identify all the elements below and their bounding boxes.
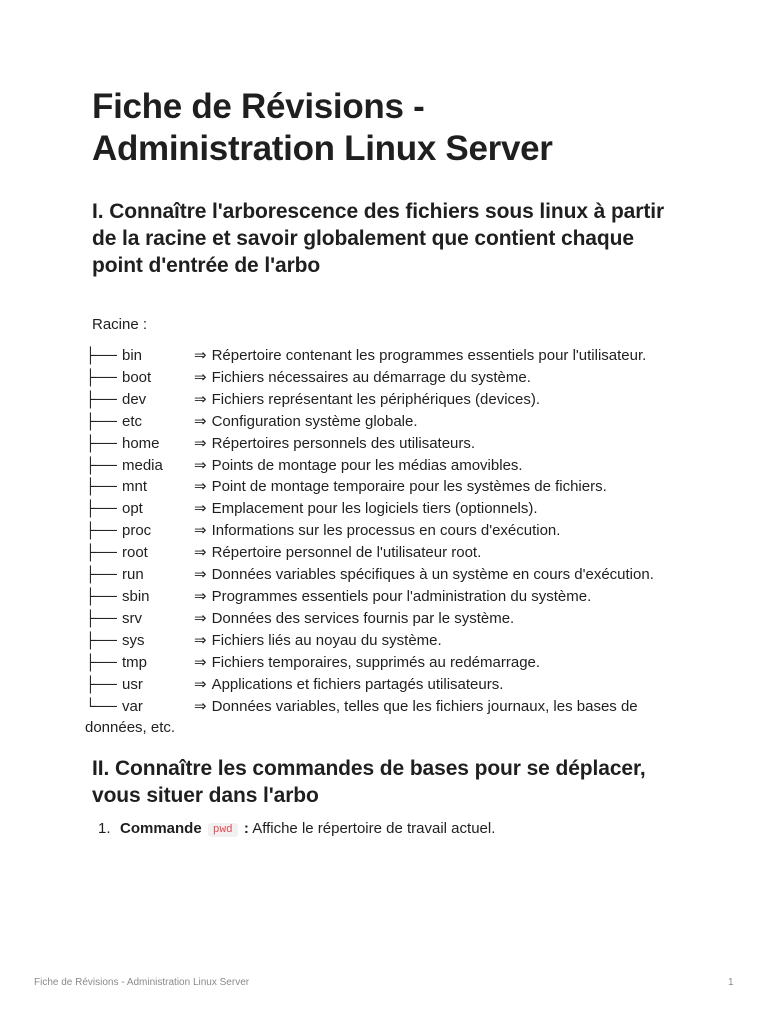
tree-branch: ├── xyxy=(85,500,117,518)
tree-directory-description: Fichiers nécessaires au démarrage du système. xyxy=(211,368,531,386)
tree-directory-name: etc xyxy=(122,412,143,430)
footer-page-number: 1 xyxy=(728,977,734,988)
section1-heading: I. Connaître l'arborescence des fichiers sous linux à partir de la racine et savoir globalement que contient chaque point d'entrée de l'arbo xyxy=(92,200,665,277)
footer-document-name: Fiche de Révisions - Administration Linux Server xyxy=(34,977,250,988)
tree-line-etc xyxy=(85,411,685,433)
arrow-icon: ⇒ xyxy=(194,412,207,430)
arrow-icon: ⇒ xyxy=(194,609,207,627)
tree-branch: ├── xyxy=(85,368,117,386)
inline-code: pwd xyxy=(208,823,238,837)
tree-line-sys xyxy=(85,630,685,652)
tree-directory-name: media xyxy=(122,456,163,474)
tree-branch: ├── xyxy=(85,478,117,496)
tree-directory-name: bin xyxy=(122,347,143,364)
tree-directory-name: usr xyxy=(122,675,143,693)
tree-directory-description: Données des services fournis par le système. xyxy=(211,609,515,627)
arrow-icon: ⇒ xyxy=(194,347,207,364)
tree-directory-name: srv xyxy=(122,609,142,627)
tree-line-bin xyxy=(85,345,685,367)
arrow-icon: ⇒ xyxy=(194,368,207,386)
tree-directory-name: home xyxy=(122,434,160,452)
tree-branch: ├── xyxy=(85,522,117,540)
tree-directory-name: dev xyxy=(122,390,147,408)
tree-branch: ├── xyxy=(85,347,117,364)
arrow-icon: ⇒ xyxy=(194,478,207,496)
tree-line-sbin xyxy=(85,586,685,608)
tree-line-opt xyxy=(85,498,685,520)
tree-directory-description: Programmes essentiels pour l'administration du système. xyxy=(211,587,592,605)
command-label: Commande xyxy=(120,820,202,838)
arrow-icon: ⇒ xyxy=(194,587,207,605)
tree-line-proc xyxy=(85,520,685,542)
tree-directory-description: Répertoires personnels des utilisateurs. xyxy=(211,434,476,452)
arrow-icon: ⇒ xyxy=(194,675,207,693)
tree-directory-description: Répertoire personnel de l'utilisateur root. xyxy=(211,544,482,562)
directory-tree xyxy=(85,345,685,739)
tree-branch: ├── xyxy=(85,456,117,474)
arrow-icon: ⇒ xyxy=(194,522,207,540)
tree-directory-name: mnt xyxy=(122,478,148,496)
arrow-icon: ⇒ xyxy=(194,456,207,474)
tree-directory-description: Emplacement pour les logiciels tiers (optionnels). xyxy=(211,500,538,518)
arrow-icon: ⇒ xyxy=(194,434,207,452)
tree-branch: ├── xyxy=(85,390,117,408)
tree-line-run xyxy=(85,564,685,586)
tree-directory-name: proc xyxy=(122,522,152,540)
tree-branch: ├── xyxy=(85,544,117,562)
tree-directory-name: tmp xyxy=(122,653,148,671)
tree-directory-name: sbin xyxy=(122,587,150,605)
tree-directory-name: var xyxy=(122,697,143,715)
tree-directory-name: run xyxy=(122,566,144,584)
document-page xyxy=(85,86,682,842)
tree-line-mnt xyxy=(85,476,685,498)
arrow-icon: ⇒ xyxy=(194,697,207,715)
tree-directory-description: Fichiers représentant les périphériques (devices). xyxy=(211,390,541,408)
tree-directory-name: opt xyxy=(122,500,143,518)
tree-branch: ├── xyxy=(85,412,117,430)
arrow-icon: ⇒ xyxy=(194,566,207,584)
tree-line-var xyxy=(85,696,685,740)
document-title-line1: Fiche de Révisions - xyxy=(92,87,425,126)
tree-directory-description: Applications et fichiers partagés utilisateurs. xyxy=(211,675,504,693)
tree-line-media xyxy=(85,455,685,477)
list-item-number: 1. xyxy=(98,820,111,838)
command-list-item xyxy=(92,818,682,842)
tree-directory-description: Répertoire contenant les programmes essentiels pour l'utilisateur. xyxy=(211,347,647,364)
arrow-icon: ⇒ xyxy=(194,500,207,518)
tree-directory-description: Fichiers temporaires, supprimés au redémarrage. xyxy=(211,653,541,671)
tree-line-srv xyxy=(85,608,685,630)
tree-directory-description: Données variables, telles que les fichiers journaux, les bases de données, etc. xyxy=(85,697,638,737)
tree-line-tmp xyxy=(85,652,685,674)
tree-directory-name: sys xyxy=(122,631,145,649)
document-title-line2: Administration Linux Server xyxy=(92,129,553,168)
tree-directory-description: Points de montage pour les médias amovibles. xyxy=(211,456,523,474)
tree-directory-description: Informations sur les processus en cours d'exécution. xyxy=(211,522,561,540)
arrow-icon: ⇒ xyxy=(194,544,207,562)
command-separator: : xyxy=(243,820,249,838)
arrow-icon: ⇒ xyxy=(194,653,207,671)
racine-label: Racine : xyxy=(92,316,148,333)
command-description: Affiche le répertoire de travail actuel. xyxy=(252,820,496,838)
tree-line-boot xyxy=(85,367,685,389)
tree-branch: ├── xyxy=(85,675,117,693)
tree-directory-description: Configuration système globale. xyxy=(211,412,418,430)
tree-branch: ├── xyxy=(85,434,117,452)
tree-line-root xyxy=(85,542,685,564)
tree-line-dev xyxy=(85,389,685,411)
tree-branch: ├── xyxy=(85,587,117,605)
tree-directory-description: Point de montage temporaire pour les systèmes de fichiers. xyxy=(211,478,607,496)
tree-directory-name: boot xyxy=(122,368,152,386)
section2-heading: II. Connaître les commandes de bases pour se déplacer, vous situer dans l'arbo xyxy=(92,757,646,808)
tree-branch: ├── xyxy=(85,653,117,671)
tree-branch: ├── xyxy=(85,631,117,649)
tree-directory-description: Fichiers liés au noyau du système. xyxy=(211,631,442,649)
tree-directory-description: Données variables spécifiques à un système en cours d'exécution. xyxy=(211,566,654,584)
arrow-icon: ⇒ xyxy=(194,631,207,649)
tree-branch: ├── xyxy=(85,609,117,627)
tree-directory-name: root xyxy=(122,544,148,562)
tree-branch: └── xyxy=(85,697,117,715)
tree-line-home xyxy=(85,433,685,455)
tree-branch: ├── xyxy=(85,566,117,584)
document-title xyxy=(92,86,682,170)
tree-line-usr xyxy=(85,674,685,696)
arrow-icon: ⇒ xyxy=(194,390,207,408)
